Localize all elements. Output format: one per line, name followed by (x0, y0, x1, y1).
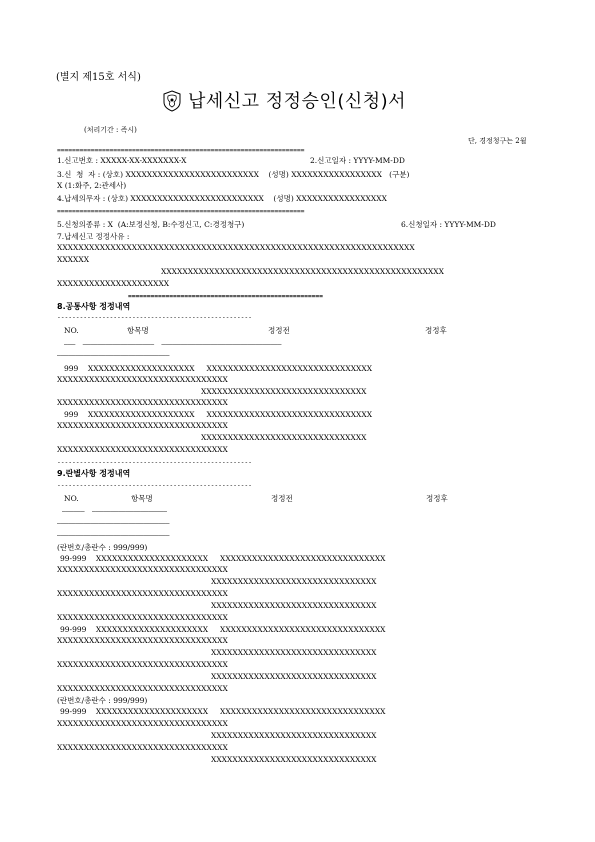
table-row: XXXXXXXXXXXXXXXXXXXXXXXXXXXXXXXX (57, 719, 228, 728)
seal-icon (162, 90, 182, 112)
table-row: 99-999 XXXXXXXXXXXXXXXXXXXXX XXXXXXXXXXXXXXXXXXXXXXXXXXXXXXX (60, 625, 386, 634)
table-row: 99-999 XXXXXXXXXXXXXXXXXXXXX XXXXXXXXXXXXXXXXXXXXXXXXXXXXXXX (60, 707, 386, 716)
column-rule: ——— ——————————————————— ———————————————————————————————— (64, 340, 282, 348)
applicant: 3.신 청 자 : (상호) XXXXXXXXXXXXXXXXXXXXXXXXX (성명) XXXXXXXXXXXXXXXXX (구분) (57, 170, 410, 179)
table-row: 999 XXXXXXXXXXXXXXXXXXXX XXXXXXXXXXXXXXXXXXXXXXXXXXXXXXX (64, 364, 373, 373)
application-type: 5.신청의종류 : X (A:보정신청, B:수정신고, C:경정청구) (57, 220, 245, 229)
declaration-date: 2.신고일자 : YYYY-MM-DD (310, 156, 405, 165)
declaration-number: 1.신고번호 : XXXXX-XX-XXXXXXX-X (57, 156, 187, 165)
table-row: XXXXXXXXXXXXXXXXXXXXXXXXXXXXXXXX (57, 445, 228, 454)
application-date: 6.신청일자 : YYYY-MM-DD (401, 220, 496, 229)
table-row: 999 XXXXXXXXXXXXXXXXXXXX XXXXXXXXXXXXXXXXXXXXXXXXXXXXXXX (64, 410, 373, 419)
section8-heading: 8.공통사항 정정내역 (57, 302, 131, 311)
column-page-label: (란번호/총란수 : 999/999) (57, 696, 148, 705)
col-after: 정정후 (426, 494, 448, 503)
correction-reason-text: XXXXXX (57, 255, 90, 264)
correction-reason-label: 7.납세신고 정정사유 : (57, 232, 130, 241)
table-row: XXXXXXXXXXXXXXXXXXXXXXXXXXXXXXXX (57, 398, 228, 407)
col-no: NO. (64, 494, 79, 503)
table-row: XXXXXXXXXXXXXXXXXXXXXXXXXXXXXXXX (57, 660, 228, 669)
separator: ==================================================== (128, 292, 323, 300)
applicant-type: X (1:화주, 2:관세사) (57, 181, 127, 190)
separator: ---------------------------------------------------- (57, 458, 252, 466)
table-row: XXXXXXXXXXXXXXXXXXXXXXXXXXXXXXX (211, 577, 377, 586)
col-item: 항목명 (131, 494, 153, 503)
separator: ================================================================== (57, 146, 305, 154)
table-row: XXXXXXXXXXXXXXXXXXXXXXXXXXXXXXX (201, 387, 367, 396)
separator: ================================================================== (57, 207, 305, 215)
correction-reason-text: XXXXXXXXXXXXXXXXXXXXXXXXXXXXXXXXXXXXXXXXXXXXXXXXXXXXXXXXXXXXXXXXXXX (57, 243, 415, 252)
table-row: XXXXXXXXXXXXXXXXXXXXXXXXXXXXXXX (211, 731, 377, 740)
table-row: XXXXXXXXXXXXXXXXXXXXXXXXXXXXXXX (211, 755, 377, 764)
table-row: XXXXXXXXXXXXXXXXXXXXXXXXXXXXXXXX (57, 565, 228, 574)
column-rule: —————————————————————————————— (57, 519, 170, 527)
col-item: 항목명 (127, 326, 149, 335)
table-row: XXXXXXXXXXXXXXXXXXXXXXXXXXXXXXX (211, 648, 377, 657)
table-row: XXXXXXXXXXXXXXXXXXXXXXXXXXXXXXX (211, 601, 377, 610)
taxpayer: 4.납세의무자 : (상호) XXXXXXXXXXXXXXXXXXXXXXXXX (성명) XXXXXXXXXXXXXXXXX (57, 194, 387, 203)
table-row: XXXXXXXXXXXXXXXXXXXXXXXXXXXXXXXX (57, 421, 228, 430)
column-page-label: (란번호/총란수 : 999/999) (57, 543, 148, 552)
table-row: 99-999 XXXXXXXXXXXXXXXXXXXXX XXXXXXXXXXXXXXXXXXXXXXXXXXXXXXX (60, 554, 386, 563)
column-rule: —————————————————————————————— (57, 351, 170, 359)
table-row: XXXXXXXXXXXXXXXXXXXXXXXXXXXXXXXX (57, 743, 228, 752)
correction-reason-text: XXXXXXXXXXXXXXXXXXXXXXXXXXXXXXXXXXXXXXXXXXXXXXXXXXXXX (161, 267, 444, 276)
table-row: XXXXXXXXXXXXXXXXXXXXXXXXXXXXXXXX (57, 636, 228, 645)
document-title: 납세신고 정정승인(신청)서 (188, 91, 407, 112)
section9-heading: 9.란별사항 정정내역 (57, 469, 131, 478)
col-before: 정정전 (271, 494, 293, 503)
separator: ---------------------------------------------------- (57, 313, 252, 321)
col-no: NO. (64, 326, 79, 335)
correction-reason-text: XXXXXXXXXXXXXXXXXXXXX (57, 279, 170, 288)
table-row: XXXXXXXXXXXXXXXXXXXXXXXXXXXXXXXX (57, 589, 228, 598)
claim-note: 단, 경정청구는 2월 (468, 137, 527, 145)
column-rule: —————— ———————————————————— (62, 507, 167, 515)
separator: ---------------------------------------------------- (57, 481, 252, 489)
processing-period: (처리기간 : 즉시) (84, 126, 137, 134)
table-row: XXXXXXXXXXXXXXXXXXXXXXXXXXXXXXXX (57, 613, 228, 622)
table-row: XXXXXXXXXXXXXXXXXXXXXXXXXXXXXXXX (57, 684, 228, 693)
column-rule: —————————————————————————————— (57, 531, 170, 539)
form-number: (별지 제15호 서식) (56, 72, 141, 83)
col-after: 정정후 (425, 326, 447, 335)
table-row: XXXXXXXXXXXXXXXXXXXXXXXXXXXXXXX (211, 672, 377, 681)
table-row: XXXXXXXXXXXXXXXXXXXXXXXXXXXXXXX (201, 433, 367, 442)
col-before: 정정전 (268, 326, 290, 335)
table-row: XXXXXXXXXXXXXXXXXXXXXXXXXXXXXXXX (57, 375, 228, 384)
